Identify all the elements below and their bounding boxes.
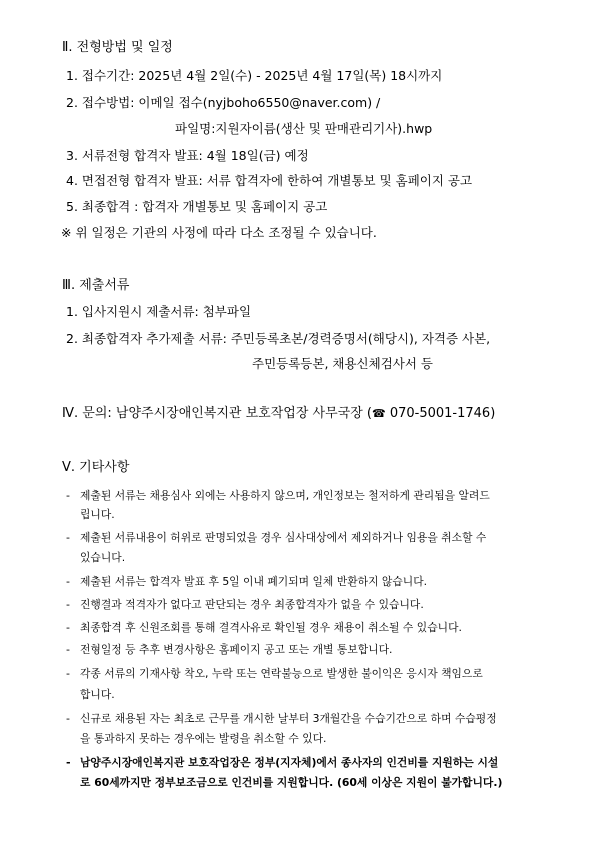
notice-line: 제출된 서류는 채용심사 외에는 사용하지 않으며, 개인정보는 철저하게 관리됨을 알려드	[80, 489, 490, 502]
schedule-note: ※ 위 일정은 기관의 사정에 따라 다소 조정될 수 있습니다.	[61, 225, 377, 240]
list-item-continuation: 주민등록등본, 채용신체검사서 등	[252, 356, 433, 371]
bullet-dash: -	[66, 575, 70, 588]
bullet-dash: -	[66, 621, 70, 634]
notice-line: 있습니다.	[80, 551, 126, 564]
list-item: 1. 입사지원시 제출서류: 첨부파일	[66, 304, 252, 319]
section-heading-documents: Ⅲ. 제출서류	[62, 278, 130, 293]
notice-line: 합니다.	[80, 688, 115, 701]
bullet-dash: -	[66, 531, 70, 544]
notice-line-emphasis: 남양주시장애인복지관 보호작업장은 정부(지자체)에서 종사자의 인건비를 지원하는 시설	[80, 756, 499, 769]
list-item: 3. 서류전형 합격자 발표: 4월 18일(금) 예정	[66, 148, 309, 163]
notice-line: 진행결과 적격자가 없다고 판단되는 경우 최종합격자가 없을 수 있습니다.	[80, 598, 424, 611]
bullet-dash: -	[66, 756, 71, 769]
notice-line: 전형일정 등 추후 변경사항은 홈페이지 공고 또는 개별 통보합니다.	[80, 643, 393, 656]
list-item-continuation: 파일명:지원자이름(생산 및 판매관리기사).hwp	[175, 121, 433, 136]
list-item: 2. 최종합격자 추가제출 서류: 주민등록초본/경력증명서(해당시), 자격증 사본,	[66, 331, 491, 346]
bullet-dash: -	[66, 667, 70, 680]
list-item: 4. 면접전형 합격자 발표: 서류 합격자에 한하여 개별통보 및 홈페이지 공고	[66, 173, 473, 188]
notice-line: 제출된 서류는 합격자 발표 후 5일 이내 폐기되며 일체 반환하지 않습니다.	[80, 575, 428, 588]
list-item: 5. 최종합격 : 합격자 개별통보 및 홈페이지 공고	[66, 199, 328, 214]
telephone-icon: ☎	[371, 407, 386, 420]
contact-phone: 070-5001-1746)	[389, 406, 496, 421]
notice-line: 을 통과하지 못하는 경우에는 발령을 취소할 수 있다.	[80, 732, 327, 745]
notice-line: 신규로 채용된 자는 최초로 근무를 개시한 날부터 3개월간을 수습기간으로 하며 수습평정	[80, 712, 497, 725]
notice-line: 각종 서류의 기재사항 착오, 누락 또는 연락불능으로 발생한 불이익은 응시자 책임으로	[80, 667, 483, 680]
section-heading-other: Ⅴ. 기타사항	[62, 460, 130, 475]
section-heading-schedule: Ⅱ. 전형방법 및 일정	[62, 40, 173, 55]
bullet-dash: -	[66, 489, 70, 502]
notice-line-emphasis: 로 60세까지만 정부보조금으로 인건비를 지원합니다. (60세 이상은 지원이 불가합니다.)	[80, 776, 503, 789]
bullet-dash: -	[66, 598, 70, 611]
list-item: 2. 접수방법: 이메일 접수(nyjboho6550@naver.com) /	[66, 95, 381, 110]
bullet-dash: -	[66, 712, 70, 725]
notice-line: 최종합격 후 신원조회를 통해 결격사유로 확인될 경우 채용이 취소될 수 있습니다.	[80, 621, 462, 634]
notice-line: 제출된 서류내용이 허위로 판명되었을 경우 심사대상에서 제외하거나 임용을 취소할 수	[80, 531, 487, 544]
contact-line	[62, 405, 495, 423]
bullet-dash: -	[66, 643, 70, 656]
contact-text: 남양주시장애인복지관 보호작업장 사무국장 (	[115, 406, 372, 421]
notice-line: 립니다.	[80, 508, 115, 521]
section-heading-contact: Ⅳ. 문의:	[62, 406, 112, 421]
list-item: 1. 접수기간: 2025년 4월 2일(수) - 2025년 4월 17일(목) 18시까지	[66, 68, 443, 83]
